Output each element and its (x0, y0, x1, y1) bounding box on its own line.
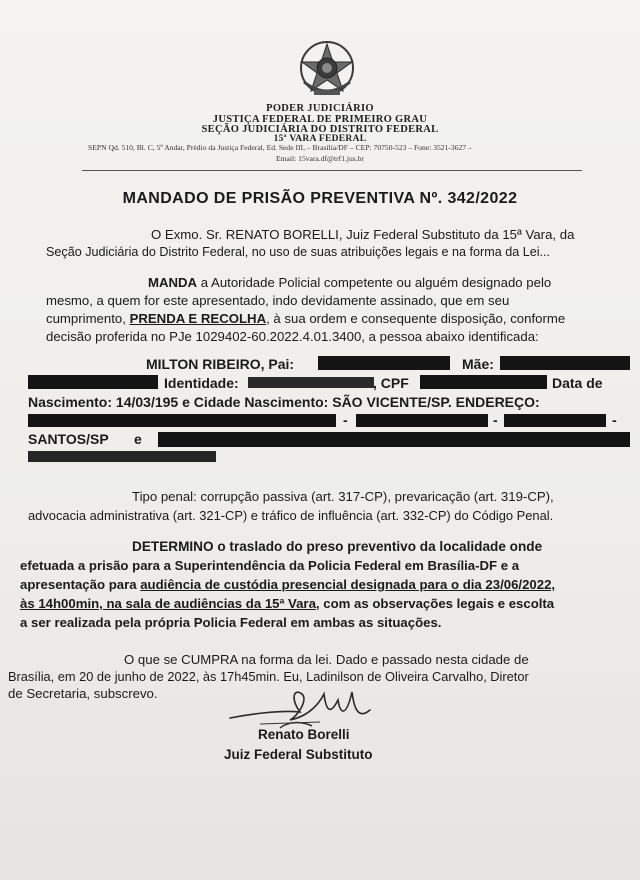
manda-line-3-pre: cumprimento, (46, 311, 130, 326)
header-address: SEPN Qd. 510, Bl. C, 5º Andar, Prédio da Justiça Federal, Ed. Sede III, – Brasília/DF – CEP: 70750-523 – Fone: 3521-3627 – (88, 143, 472, 152)
redaction-cpf (420, 375, 547, 389)
intro-line-2: Seção Judiciária do Distrito Federal, no uso de suas atribuições legais e na forma da Lei... (46, 245, 551, 259)
header-justica-federal: JUSTIÇA FEDERAL DE PRIMEIRO GRAU (212, 114, 428, 125)
audiencia-horario: às 14h00min, na sala de audiências da 15ª Vara (20, 596, 316, 611)
mae-label: Mãe: (462, 356, 494, 372)
santos-label: SANTOS/SP (28, 431, 109, 447)
determino-line-3-pre: apresentação para (20, 577, 141, 592)
manda-line-1 (148, 275, 551, 290)
header-email: Email: 15vara.df@trf1.jus.br (276, 154, 364, 163)
audiencia-custodia: audiência de custódia presencial designada para o dia 23/06/2022, (140, 577, 556, 592)
manda-line-3-rest: , à sua ordem e consequente disposição, conforme (266, 311, 566, 326)
header-divider (82, 170, 582, 171)
manda-line-4: decisão proferida no PJe 1029402-60.2022.4.01.3400, a pessoa abaixo identificada: (46, 329, 539, 344)
brazil-coat-of-arms-icon (296, 38, 358, 100)
closing-line-3: de Secretaria, subscrevo. (8, 686, 158, 701)
person-name: MILTON RIBEIRO, Pai: (146, 356, 295, 372)
data-label: Data de (552, 375, 603, 391)
identidade-label: Identidade: (164, 375, 239, 391)
redaction-address-3 (504, 414, 606, 427)
signature-role: Juiz Federal Substituto (224, 747, 373, 762)
determino-line-4-rest: , com as observações legais e escolta (315, 596, 555, 611)
determino-line-5: a ser realizada pela própria Policia Federal em ambas as situações. (20, 615, 442, 630)
intro-line-1: O Exmo. Sr. RENATO BORELLI, Juiz Federal Substituto da 15ª Vara, da (151, 227, 575, 242)
signature-name: Renato Borelli (258, 727, 350, 742)
redaction-address-5 (28, 451, 216, 462)
closing-line-2: Brasília, em 20 de junho de 2022, às 17h45min. Eu, Ladinilson de Oliveira Carvalho, Diretor (8, 669, 529, 684)
cpf-label: , CPF (373, 375, 409, 391)
redaction-pai (318, 356, 450, 370)
prenda-e-recolha: PRENDA E RECOLHA (129, 311, 267, 326)
redaction-identidade (248, 377, 374, 388)
address-dash-1: - (343, 412, 348, 428)
redaction-address-4 (158, 432, 630, 447)
determino-line-2: efetuada a prisão para a Superintendência da Policia Federal em Brasília-DF e a (20, 558, 520, 573)
redaction-mae-cont (28, 375, 158, 389)
manda-line-1-rest: a Autoridade Policial competente ou alguém designado pelo (197, 275, 552, 290)
determino-line-4 (20, 596, 554, 611)
header-secao-judiciaria: SEÇÃO JUDICIÁRIA DO DISTRITO FEDERAL (201, 124, 439, 135)
redaction-mae (500, 356, 630, 370)
document-title: MANDADO DE PRISÃO PREVENTIVA Nº. 342/2022 (122, 190, 518, 207)
determino-line-3 (20, 577, 555, 592)
manda-keyword: MANDA (148, 275, 198, 290)
address-dash-3: - (612, 412, 617, 428)
redaction-address-2 (356, 414, 488, 427)
manda-line-2: mesmo, a quem for este apresentado, indo devidamente assinado, que em seu (46, 293, 510, 308)
tipo-penal-line-2: advocacia administrativa (art. 321-CP) e tráfico de influência (art. 332-CP) do Código Penal. (28, 508, 554, 523)
redaction-address-1 (28, 414, 336, 427)
header-vara-federal: 15ª VARA FEDERAL (273, 134, 367, 144)
address-dash-2: - (493, 412, 498, 428)
nascimento-line: Nascimento: 14/03/195 e Cidade Nascimento: SÃO VICENTE/SP. ENDEREÇO: (28, 394, 540, 410)
closing-line-1: O que se CUMPRA na forma da lei. Dado e passado nesta cidade de (124, 652, 529, 667)
e-connector: e (134, 431, 142, 447)
determino-line-1: DETERMINO o traslado do preso preventivo da localidade onde (132, 539, 543, 554)
manda-line-3 (46, 311, 565, 326)
tipo-penal-line-1: Tipo penal: corrupção passiva (art. 317-CP), prevaricação (art. 319-CP), (132, 489, 554, 504)
header-poder-judiciario: PODER JUDICIÁRIO (266, 103, 374, 114)
